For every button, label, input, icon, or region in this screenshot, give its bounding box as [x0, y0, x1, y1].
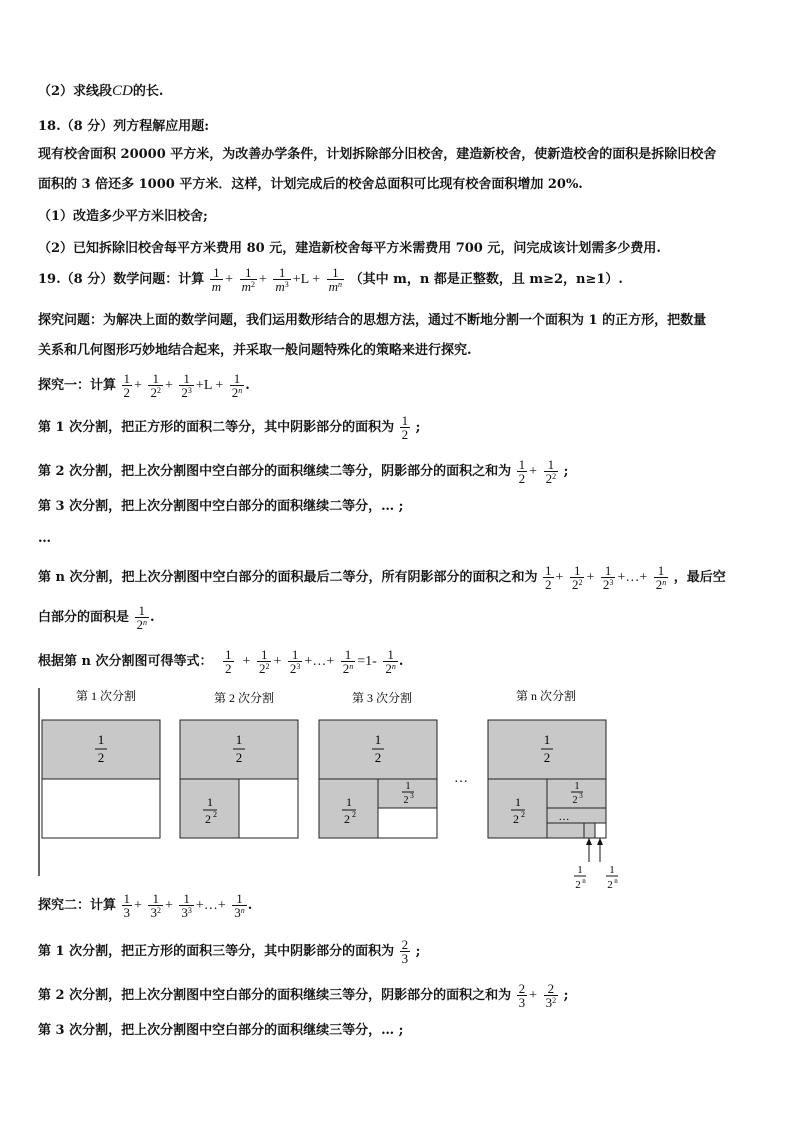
explore2-title: 探究二：计算 $\frac{1}{3}$ + $\frac{1}{3^2}$ + $\frac{1}{3^3}$ +…+ $\frac{1}{3^n}$ .	[38, 891, 253, 920]
fig-label-n: 第 n 次分割	[515, 689, 577, 703]
explore2-step1-text: 第 1 次分割，把正方形的面积三等分，其中阴影部分的面积为	[38, 944, 395, 959]
frac-1-2n: $\frac{1}{2^n}$	[231, 371, 243, 400]
explore1-stepn-text: 第 n 次分割，把上次分割图中空白部分的面积最后二等分，所有阴影部分的面积之和为	[38, 570, 538, 585]
q19-header-text: 19.（8 分）数学问题：计算	[38, 272, 205, 287]
q17-part2	[38, 82, 163, 101]
svg-text:1: 1	[207, 795, 213, 809]
svg-text:3: 3	[410, 792, 414, 800]
q19-intro2: 关系和几何图形巧妙地结合起来，并采取一般问题特殊化的策略来进行探究.	[38, 343, 472, 358]
q18-sub2: （2）已知拆除旧校舍每平方米费用 80 元，建造新校舍每平方米需费用 700 元，问完成该计划需多少费用.	[38, 241, 661, 256]
svg-text:2: 2	[403, 795, 409, 806]
fig-label-3: 第 3 次分割	[351, 691, 413, 705]
svg-text:1: 1	[543, 732, 551, 747]
frac-1-2n: $\frac{1}{2^n}$	[136, 603, 148, 632]
svg-text:2: 2	[543, 750, 551, 765]
explore1-equation-text: 根据第 n 次分割图可得等式：	[38, 654, 213, 669]
partition-figure	[36, 686, 626, 891]
frac-2-3: $\frac{2}{3}$	[518, 981, 526, 1010]
svg-text:1: 1	[577, 864, 583, 876]
frac-1-2cube: $\frac{1}{2^3}$	[289, 647, 301, 676]
svg-text:1: 1	[97, 732, 105, 747]
fig-label-2: 第 2 次分割	[213, 691, 275, 705]
svg-text:1: 1	[235, 732, 243, 747]
svg-text:2: 2	[607, 879, 613, 891]
svg-text:1: 1	[574, 781, 580, 792]
frac-1-m3: $\frac{1}{m^3}$	[275, 265, 289, 294]
q18-sub1: （1）改造多少平方米旧校舍;	[38, 209, 208, 224]
q19-header: 19.（8 分）数学问题：计算 $\frac{1}{m}$ + $\frac{1}{m^2}$ + $\frac{1}{m^3}$ +L + $\frac{1}{m^n}$ （其中 m，n 都是正整数，且 m≥2，n≥1）.	[38, 265, 623, 294]
q19-condition: （其中 m，n 都是正整数，且 m≥2，n≥1）.	[349, 272, 623, 287]
frac-1-2cube: $\frac{1}{2^3}$	[602, 563, 614, 592]
svg-text:2: 2	[205, 812, 211, 826]
q18-para2: 面积的 3 倍还多 1000 平方米．这样，计划完成后的校舍总面积可比现有校舍面积增加 20%.	[38, 177, 583, 192]
frac-1-2n: $\frac{1}{2^n}$	[342, 647, 354, 676]
fig-ellipsis: …	[454, 771, 468, 786]
svg-text:2: 2	[572, 795, 578, 806]
explore2-step1: 第 1 次分割，把正方形的面积三等分，其中阴影部分的面积为 $\frac{2}{3}$ ;	[38, 937, 421, 966]
explore2-title-text: 探究二：计算	[38, 898, 117, 913]
explore1-step2: 第 2 次分割，把上次分割图中空白部分的面积继续二等分，阴影部分的面积之和为 $\frac{1}{2}$ + $\frac{1}{2^2}$ ;	[38, 457, 569, 486]
explore1-remaining-text: 白部分的面积是	[38, 610, 130, 625]
frac-1-m: $\frac{1}{m}$	[211, 265, 222, 294]
square-1	[42, 720, 160, 838]
svg-text:2: 2	[213, 810, 217, 819]
square-3	[319, 720, 437, 838]
svg-text:n: n	[614, 877, 618, 885]
frac-1-mn: $\frac{1}{m^n}$	[328, 265, 343, 294]
svg-text:2: 2	[235, 750, 243, 765]
frac-1-2sq: $\frac{1}{2^2}$	[571, 563, 583, 592]
explore1-title: 探究一：计算 $\frac{1}{2}$ + $\frac{1}{2^2}$ + $\frac{1}{2^3}$ +L + $\frac{1}{2^n}$ .	[38, 371, 250, 400]
var-cd: CD	[112, 83, 133, 99]
q17-part2-post: 的长.	[132, 84, 164, 99]
frac-1-m2: $\frac{1}{m^2}$	[241, 265, 255, 294]
frac-1-2: $\frac{1}{2}$	[123, 371, 131, 400]
svg-text:2: 2	[352, 810, 356, 819]
explore1-step2-text: 第 2 次分割，把上次分割图中空白部分的面积继续二等分，阴影部分的面积之和为	[38, 464, 512, 479]
square-2	[180, 720, 298, 838]
frac-1-3n: $\frac{1}{3^n}$	[234, 891, 245, 920]
frac-1-2: $\frac{1}{2}$	[518, 457, 526, 486]
svg-text:1: 1	[515, 795, 521, 809]
explore2-step2-text: 第 2 次分割，把上次分割图中空白部分的面积继续三等分，阴影部分的面积之和为	[38, 988, 512, 1003]
explore1-remaining: 白部分的面积是 $\frac{1}{2^n}$ .	[38, 603, 155, 632]
svg-text:2: 2	[97, 750, 105, 765]
explore2-step3: 第 3 次分割，把上次分割图中空白部分的面积继续三等分，… ;	[38, 1023, 404, 1038]
explore1-step1: 第 1 次分割，把正方形的面积二等分，其中阴影部分的面积为 $\frac{1}{2}$ ;	[38, 413, 421, 442]
svg-text:…: …	[558, 811, 570, 823]
frac-1-2: $\frac{1}{2}$	[401, 413, 409, 442]
q18-header: 18.（8 分）列方程解应用题:	[38, 119, 209, 134]
q17-part2-text: （2）求线段	[38, 84, 113, 99]
svg-text:1: 1	[346, 795, 352, 809]
svg-text:2: 2	[344, 812, 350, 826]
ellipsis-line: …	[38, 531, 51, 546]
svg-text:1: 1	[374, 732, 382, 747]
frac-1-3: $\frac{1}{3}$	[123, 891, 131, 920]
explore1-stepn: 第 n 次分割，把上次分割图中空白部分的面积最后二等分，所有阴影部分的面积之和为 $\frac{1}{2}$ + $\frac{1}{2^2}$ + $\frac{1}{2^3}$ +…+ $\frac{1}{2^n}$ ，最后空	[38, 563, 726, 592]
frac-1-2cube: $\frac{1}{2^3}$	[181, 371, 192, 400]
fig-label-1: 第 1 次分割	[75, 689, 137, 703]
explore1-equation: 根据第 n 次分割图可得等式： $\frac{1}{2}$ + $\frac{1}{2^2}$ + $\frac{1}{2^3}$ +…+ $\frac{1}{2^n}$ =1- $\frac{1}{2^n}$ .	[38, 647, 404, 676]
explore1-stepn-tail: ，最后空	[673, 570, 726, 585]
frac-1-2n: $\frac{1}{2^n}$	[655, 563, 667, 592]
svg-text:1: 1	[405, 781, 411, 792]
explore2-step2: 第 2 次分割，把上次分割图中空白部分的面积继续三等分，阴影部分的面积之和为 $\frac{2}{3}$ + $\frac{2}{3^2}$ ;	[38, 981, 569, 1010]
frac-1-3cube: $\frac{1}{3^3}$	[181, 891, 192, 920]
svg-text:2: 2	[374, 750, 382, 765]
svg-text:n: n	[582, 877, 586, 885]
frac-1-2sq: $\frac{1}{2^2}$	[545, 457, 557, 486]
explore1-title-text: 探究一：计算	[38, 378, 117, 393]
frac-1-2: $\frac{1}{2}$	[545, 563, 552, 592]
frac-1-2sq: $\frac{1}{2^2}$	[150, 371, 161, 400]
svg-text:1: 1	[609, 864, 615, 876]
frac-1-2sq: $\frac{1}{2^2}$	[258, 647, 270, 676]
frac-2-3: $\frac{2}{3}$	[401, 937, 409, 966]
svg-text:2: 2	[521, 810, 525, 819]
q19-intro1: 探究问题：为解决上面的数学问题，我们运用数形结合的思想方法，通过不断地分割一个面积为 1 的正方形，把数量	[38, 313, 707, 328]
frac-1-3sq: $\frac{1}{3^2}$	[150, 891, 161, 920]
frac-1-2n: $\frac{1}{2^n}$	[385, 647, 396, 676]
frac-1-2: $\frac{1}{2}$	[225, 647, 232, 676]
svg-text:3: 3	[579, 792, 583, 800]
explore1-step1-text: 第 1 次分割，把正方形的面积二等分，其中阴影部分的面积为	[38, 420, 395, 435]
q18-para1: 现有校舍面积 20000 平方米，为改善办学条件，计划拆除部分旧校舍，建造新校舍，使新造校舍的面积是拆除旧校舍	[38, 147, 717, 162]
square-n	[488, 720, 618, 891]
svg-text:2: 2	[575, 879, 581, 891]
frac-2-3sq: $\frac{2}{3^2}$	[545, 981, 557, 1010]
svg-text:2: 2	[513, 812, 519, 826]
explore1-step3: 第 3 次分割，把上次分割图中空白部分的面积继续二等分，… ;	[38, 499, 404, 514]
